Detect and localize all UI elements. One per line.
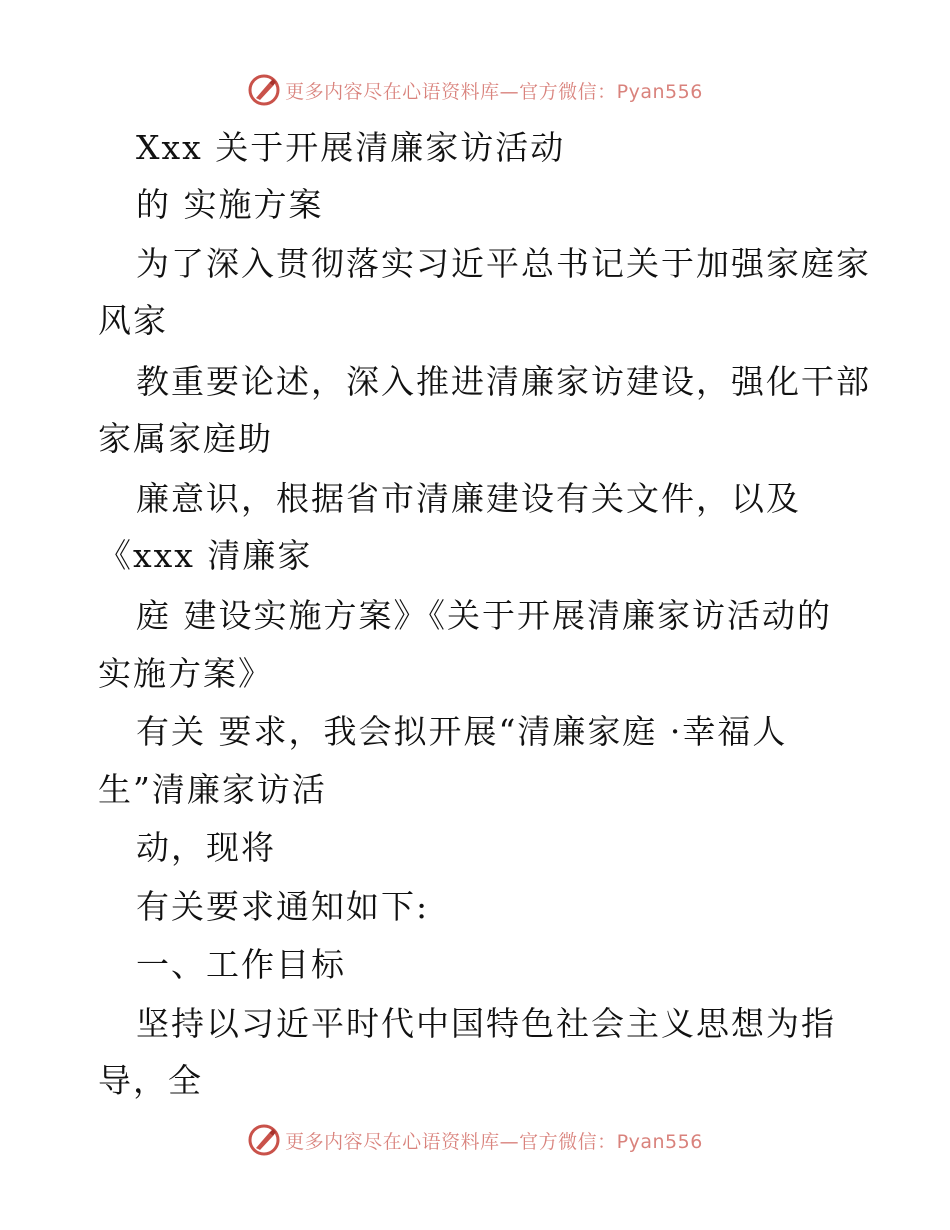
paragraph-line: 廉意识，根据省市清廉建设有关文件，以及 [136, 479, 801, 518]
paragraph-line: 家属家庭助 [98, 419, 273, 458]
paragraph-line: 《xxx 清廉家 [98, 536, 313, 575]
watermark-text: 更多内容尽在心语资料库—官方微信：Pyan556 [285, 1130, 703, 1153]
header-watermark [0, 70, 950, 110]
paragraph-line: 导，全 [98, 1061, 203, 1100]
pen-logo-icon [247, 1123, 281, 1157]
paragraph-line: 实施方案》 [98, 654, 273, 693]
paragraph-line: 风家 [98, 301, 168, 340]
doc-title-line-2: 的 实施方案 [136, 185, 324, 224]
paragraph-line: 有关 要求，我会拟开展“清廉家庭 ·幸福人 [136, 712, 788, 751]
footer-watermark [0, 1120, 950, 1160]
paragraph-line: 动，现将 [136, 828, 276, 867]
paragraph-line: 有关要求通知如下: [136, 887, 430, 926]
watermark-text: 更多内容尽在心语资料库—官方微信：Pyan556 [285, 80, 703, 103]
paragraph-line: 庭 建设实施方案》《关于开展清廉家访活动的 [136, 596, 832, 635]
paragraph-line: 为了深入贯彻落实习近平总书记关于加强家庭家 [136, 244, 871, 283]
paragraph-line: 生”清廉家访活 [98, 770, 327, 809]
paragraph-line: 坚持以习近平时代中国特色社会主义思想为指 [136, 1004, 836, 1043]
section-heading: 一、工作目标 [136, 945, 346, 984]
doc-title-line-1: Xxx 关于开展清廉家访活动 [136, 128, 566, 167]
pen-logo-icon [247, 73, 281, 107]
paragraph-line: 教重要论述，深入推进清廉家访建设，强化干部 [136, 362, 871, 401]
